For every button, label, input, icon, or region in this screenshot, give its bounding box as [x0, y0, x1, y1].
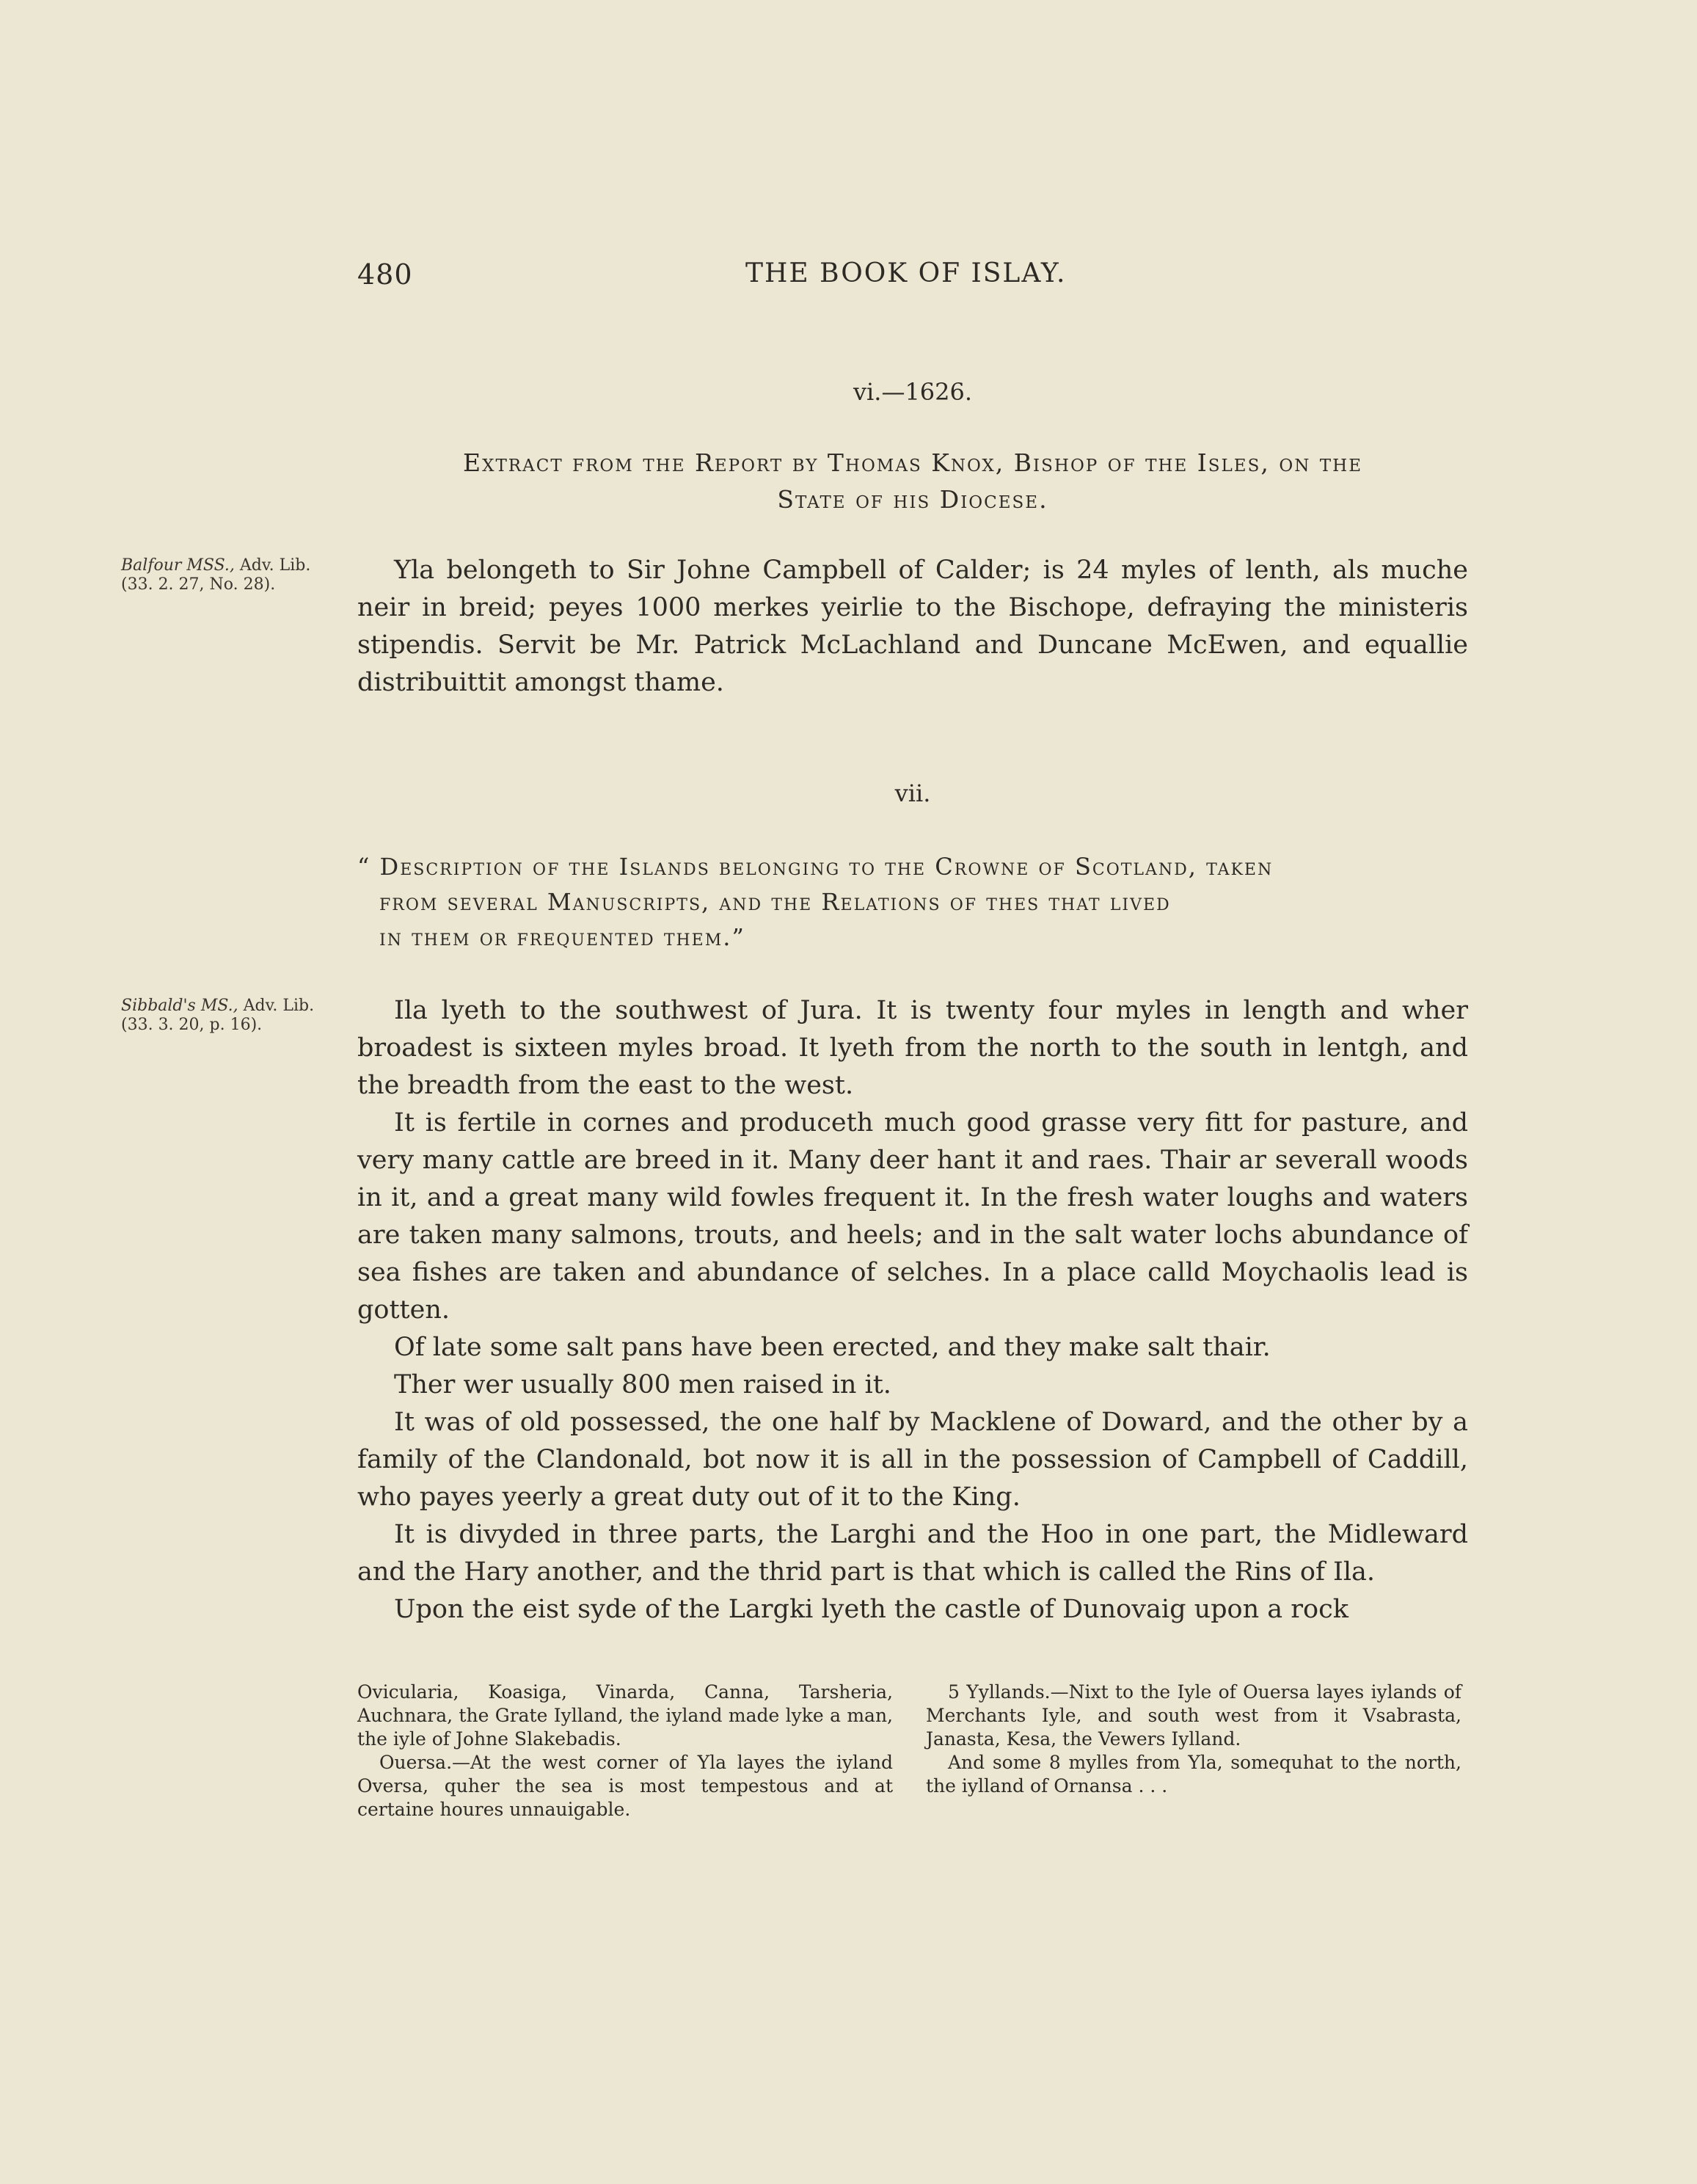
sidenote-balfour-source: Balfour MSS.,: [121, 556, 235, 575]
footnote-column-left: [357, 1681, 893, 1821]
footnote-right-2: And some 8 mylles from Yla, somequhat to the north, the iylland of Ornansa . . .: [926, 1752, 1461, 1797]
section-vii-title-line1: “ Description of the Islands belonging to the Crowne of Scotland, taken: [357, 853, 1274, 881]
sidenote-sibbald-source: Sibbald's MS.,: [121, 997, 238, 1015]
section-vii-paragraph-4: Ther wer usually 800 men raised in it.: [394, 1370, 891, 1399]
section-vii-paragraph-2: It is fertile in cornes and produceth much good grasse very fitt for pasture, and very many cattle are breed in it. Many deer hant it and raes. Thair ar severall woods in it, and a great many wild fowles frequent it. In the fresh water loughs and waters are taken many salmons, trouts, and heels; and in the salt water lochs abundance of sea fishes are taken and abundance of selches. In a place calld Moychaolis lead is gotten.: [357, 1108, 1468, 1325]
section-vi-number: vi.—1626.: [853, 378, 973, 406]
sidenote-balfour: [121, 556, 341, 594]
section-vi-title-line2: State of his Diocese.: [777, 485, 1048, 514]
book-title: THE BOOK OF ISLAY.: [745, 258, 1067, 288]
section-vii-body: [357, 992, 1468, 1628]
section-vii-paragraph-1: Ila lyeth to the southwest of Jura. It is twenty four myles in length and wher broadest is sixteen myles broad. It lyeth from the north to the south in lentgh, and the breadth from the east to the west.: [357, 996, 1468, 1100]
section-vi-body: [357, 552, 1468, 702]
sidenote-balfour-ref: Adv. Lib. (33. 2. 27, No. 28).: [121, 556, 311, 594]
section-vii-title: [357, 849, 1468, 955]
footnote-right-1: 5 Yyllands.—Nixt to the Iyle of Ouersa layes iylands of Merchants Iyle, and south west from it Vsabrasta, Janasta, Kesa, the Vewers Iylland.: [926, 1681, 1461, 1750]
section-vi-paragraph: Yla belongeth to Sir Johne Campbell of Calder; is 24 myles of lenth, als muche neir in breid; peyes 1000 merkes yeirlie to the Bischope, defraying the ministeris stipendis. Servit be Mr. Patrick McLachland and Duncane McEwen, and equallie distribuittit amongst thame.: [357, 556, 1468, 697]
section-vii-number: vii.: [894, 779, 931, 807]
footnote-column-right: [926, 1681, 1461, 1798]
section-vi-title: [357, 445, 1468, 518]
footnotes: [357, 1681, 1468, 1864]
running-head: [0, 258, 1697, 291]
section-vii-paragraph-6: It is divyded in three parts, the Larghi and the Hoo in one part, the Midleward and the Hary another, and the thrid part is that which is called the Rins of Ila.: [357, 1520, 1468, 1587]
section-vii-paragraph-7: Upon the eist syde of the Largki lyeth the castle of Dunovaig upon a rock: [394, 1595, 1349, 1624]
footnote-left-2: Ouersa.—At the west corner of Yla layes the iyland Oversa, quher the sea is most tempestous and at certaine houres unnauigable.: [357, 1752, 893, 1820]
footnote-left-1: Ovicularia, Koasiga, Vinarda, Canna, Tarsheria, Auchnara, the Grate Iylland, the iyland made lyke a man, the iyle of Johne Slakebadis.: [357, 1681, 893, 1750]
section-vii-title-line2: from several Manuscripts, and the Relations of thes that lived: [379, 888, 1171, 916]
section-vii-paragraph-5: It was of old possessed, the one half by Macklene of Doward, and the other by a family of the Clandonald, bot now it is all in the possession of Campbell of Caddill, who payes yeerly a great duty out of it to the King.: [357, 1408, 1468, 1512]
section-vii-paragraph-3: Of late some salt pans have been erected, and they make salt thair.: [394, 1333, 1271, 1362]
section-vi-title-line1: Extract from the Report by Thomas Knox, Bishop of the Isles, on the: [462, 448, 1362, 477]
section-vii-title-line3: in them or frequented them.”: [379, 923, 745, 951]
page-number: 480: [357, 258, 413, 291]
sidenote-sibbald-ref: Adv. Lib. (33. 3. 20, p. 16).: [121, 997, 315, 1034]
sidenote-sibbald: [121, 997, 341, 1035]
